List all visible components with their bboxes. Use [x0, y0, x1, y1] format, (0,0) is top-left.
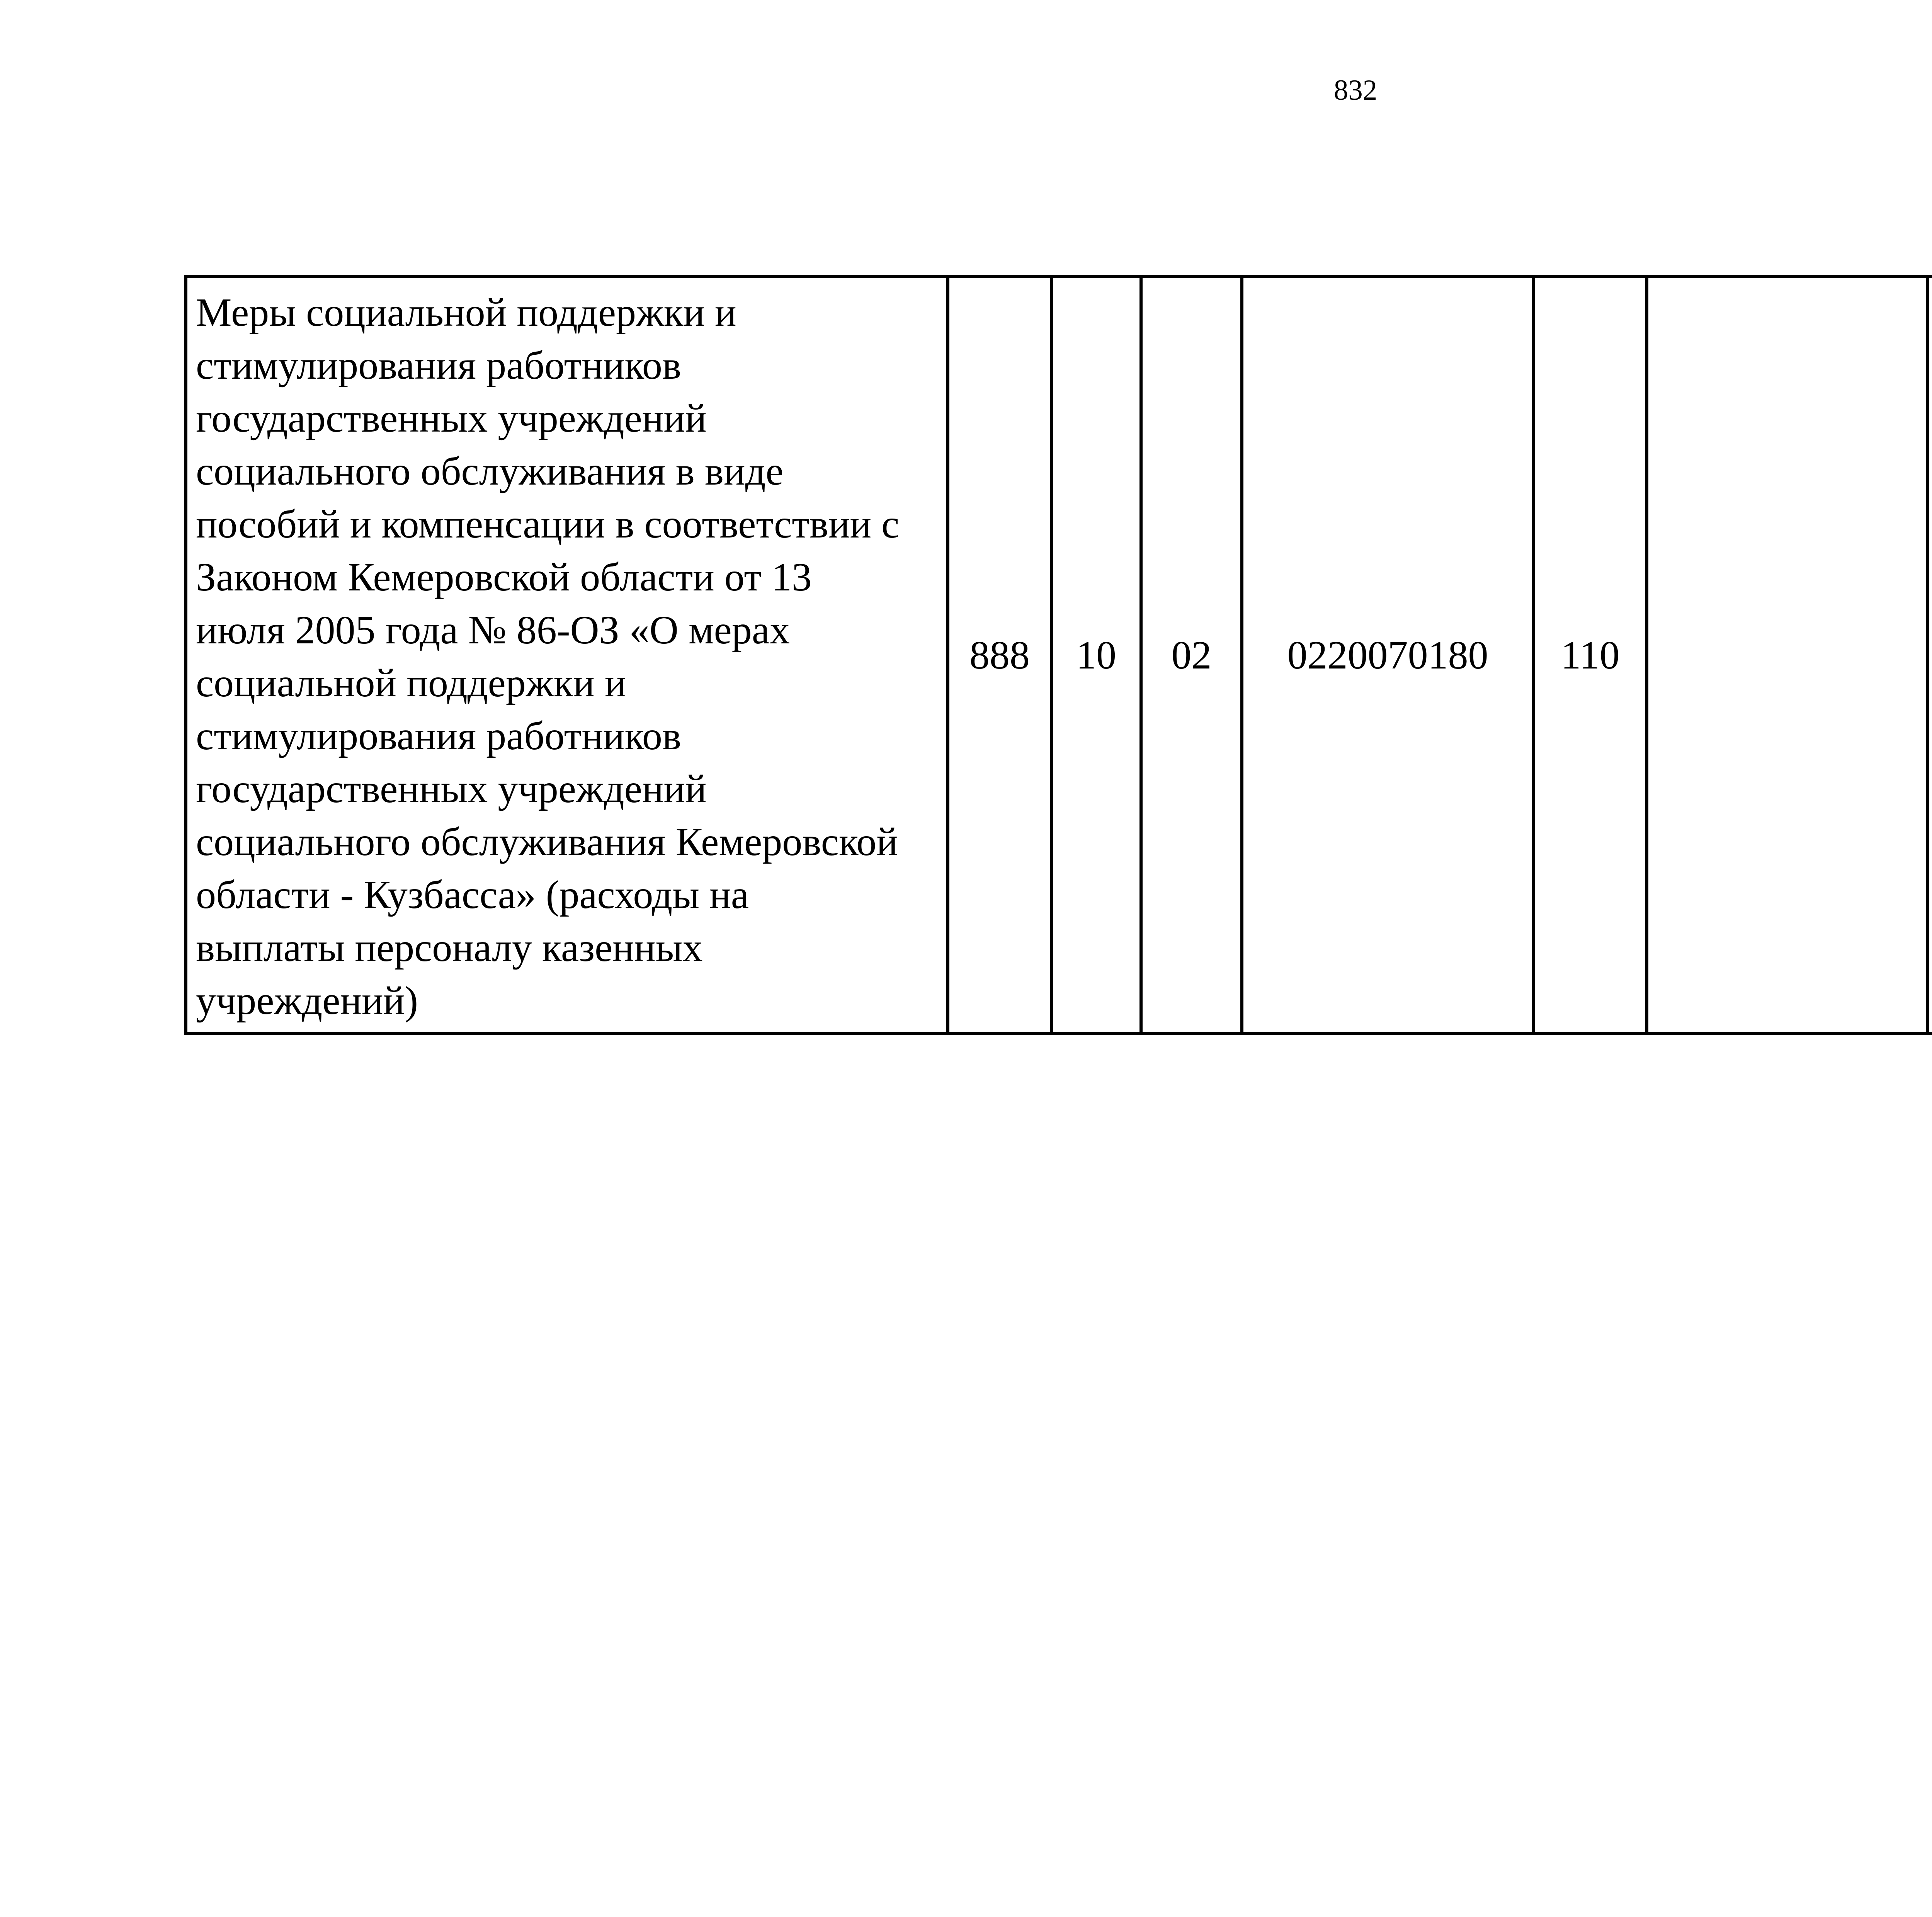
- amount-cell-1: [1647, 277, 1928, 1033]
- ministry-code-cell: 888: [948, 277, 1051, 1033]
- page-number: 832: [1333, 74, 1378, 106]
- amount-cell-2: [1928, 277, 1932, 1033]
- table-row: [186, 277, 1932, 1033]
- budget-table: [184, 275, 1932, 1035]
- section-code-cell: 10: [1051, 277, 1141, 1033]
- row-description: Меры социальной поддержки и стимулирования работников государственных учреждений социального обслуживания в виде пособий и компенсации в соответствии с Законом Кемеровской области от 13 июля 2005 года № 86-ОЗ «О мерах социальной поддержки и стимулирования работников государственных учреждений социального обслуживания Кемеровской области - Кузбасса» (расходы на выплаты персоналу казенных учреждений): [186, 277, 948, 1033]
- subsection-code-cell: 02: [1141, 277, 1242, 1033]
- expense-type-cell: 110: [1534, 277, 1647, 1033]
- target-article-cell: 0220070180: [1242, 277, 1534, 1033]
